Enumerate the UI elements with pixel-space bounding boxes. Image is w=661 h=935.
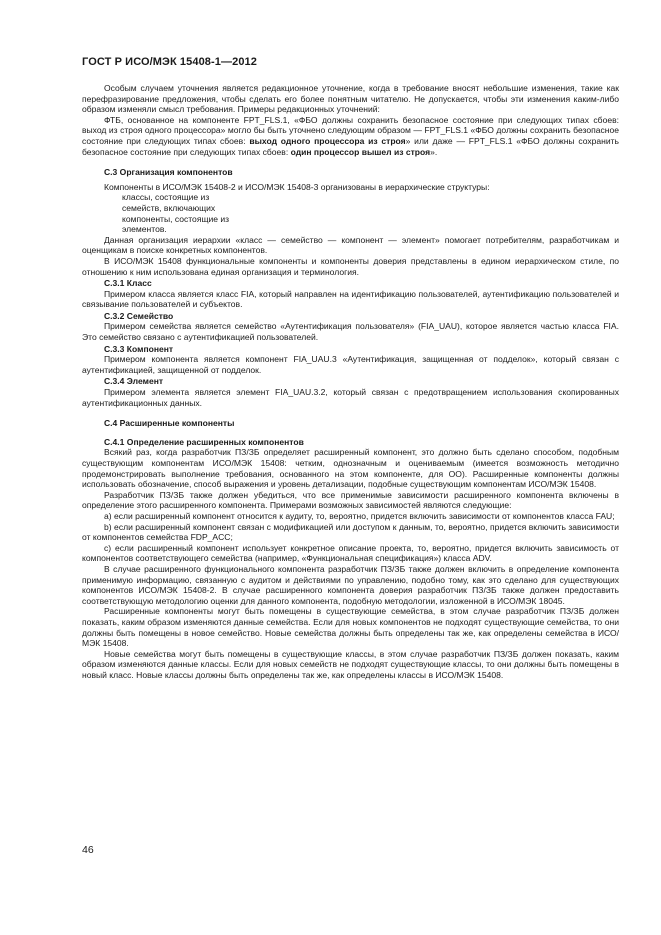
- paragraph-c41-5: Новые семейства могут быть помещены в существующие классы, в этом случае разработчик ПЗ/ЗБ должен показать, каким образом изменяются данные классы. Если для новых семейств не подходят существующие классы, то они должны быть помещены в новый класс. Новые классы должны быть определены так же, как определены классы в ИСО/МЭК 15408.: [82, 648, 619, 680]
- list-item: классы, состоящие из: [122, 192, 210, 203]
- subsection-heading-c32: С.3.2 Семейство: [104, 310, 174, 321]
- section-heading-c4: С.4 Расширенные компоненты: [104, 418, 235, 429]
- paragraph-c41-2: Разработчик ПЗ/ЗБ также должен убедиться, что все применимые зависимости расширенного компонента включены в определение этого расширенного компонента. Примерами возможных зависимостей являются следующие:: [82, 489, 619, 511]
- subsection-heading-c41: С.4.1 Определение расширенных компонентов: [104, 436, 304, 447]
- paragraph-c3-intro: Компоненты в ИСО/МЭК 15408-2 и ИСО/МЭК 15408-3 организованы в иерархические структуры:: [104, 181, 490, 192]
- paragraph-c32: Примером семейства является семейство «Аутентификация пользователя» (FIA_UAU), которое является частью класса FIA. Это семейство связано с аутентификацией пользователей.: [82, 321, 619, 343]
- list-item-a: а) если расширенный компонент относится к аудиту, то, вероятно, придется включить зависимости от компонентов класса FAU;: [104, 510, 615, 521]
- fpt-bold-2: один процессор вышел из строя: [290, 146, 431, 157]
- fpt-bold-1: выход одного процессора из строя: [249, 135, 406, 146]
- subsection-heading-c34: С.3.4 Элемент: [104, 376, 164, 387]
- paragraph-c41-3: В случае расширенного функционального компонента разработчик ПЗ/ЗБ также должен включить в определение компонента применимую информацию, связанную с аудитом и действиями по управлению, подобно тому, как это сделано для существующих компонентов ИСО/МЭК 15408-2. В случае расширенного компонента доверия разработчик ПЗ/ЗБ также должен предоставить соответствующую методологию оценки для данного компонента, подобную методологии, изложенной в ИСО/МЭК 18045.: [82, 563, 619, 606]
- list-item: компоненты, состоящие из: [122, 213, 230, 224]
- document-body: [82, 83, 619, 680]
- fpt-text-3: ».: [430, 146, 438, 157]
- paragraph-hierarchy: Данная организация иерархии «класс — семейство — компонент — элемент» помогает потребителям, разработчикам и оценщикам в поиске конкретных компонентов.: [82, 234, 619, 256]
- subsection-heading-c31: С.3.1 Класс: [104, 278, 152, 289]
- list-item-c: с) если расширенный компонент использует конкретное описание проекта, то, вероятно, придется включить зависимость от компонентов соответствующего семейства (например, «Функциональная спецификация») класса ADV.: [82, 542, 619, 564]
- fpt-text-1: ФТБ, основанное на компоненте FPT_FLS.1, «ФБО должны сохранить безопасное состояние при следующих типах сбоев: выход из строя одного процессора» могло бы быть уточнено следующим образом — FPT_FLS.1 «ФБО должны сохранить безопасное состояние при следующих типах сбоев:: [82, 114, 619, 146]
- fpt-text-2: » или даже — FPT_FLS.1 «ФБО должны сохранить безопасное состояние при следующих типах сбоев:: [82, 135, 619, 157]
- paragraph-c41-4: Расширенные компоненты могут быть помещены в существующие семейства, в этом случае разработчик ПЗ/ЗБ должен показать, каким образом изменяются данные семейства. Если для новых компонентов не подходят существующие семейства, то они должны быть помещены в новое семейство. Новые семейства должны быть определены так же, как определены семейства в ИСО/МЭК 15408.: [82, 606, 619, 649]
- paragraph-c33: Примером компонента является компонент FIA_UAU.3 «Аутентификация, защищенная от подделок», который связан с аутентификацией, защищенной от подделок.: [82, 354, 619, 375]
- page-number: 46: [82, 844, 94, 856]
- paragraph-editorial-refinement: Особым случаем уточнения является редакционное уточнение, когда в требование вносят небольшие изменения, такие как перефразирование предложения, чтобы сделать его более понятным читателю. Не допускается, чтобы эти изменения каким-либо образом изменяли смысл требования. Примеры редакционных уточнений:: [82, 83, 619, 115]
- paragraph-c31: Примером класса является класс FIA, который направлен на идентификацию пользователей, аутентификацию пользователей и связывание пользователей и субъектов.: [82, 288, 619, 310]
- list-item: семейств, включающих: [122, 202, 216, 213]
- paragraph-fpt-fls-example: [82, 115, 619, 157]
- paragraph-c34: Примером элемента является элемент FIA_UAU.3.2, который связан с предотвращением использования скопированных аутентификационных данных.: [82, 387, 619, 408]
- paragraph-iso-hierarchy: В ИСО/МЭК 15408 функциональные компоненты и компоненты доверия представлены в едином иерархическом стиле, по отношению к ним использована единая организация и терминология.: [82, 255, 619, 277]
- subsection-heading-c33: С.3.3 Компонент: [104, 343, 174, 354]
- document-header: ГОСТ Р ИСО/МЭК 15408-1—2012: [82, 56, 257, 68]
- section-heading-c3: С.3 Организация компонентов: [104, 167, 233, 178]
- list-item: элементов.: [122, 224, 167, 235]
- list-item-b: b) если расширенный компонент связан с модификацией или доступом к данным, то, вероятно, придется включить зависимости от компонентов семейства FDP_ACC;: [82, 521, 619, 543]
- paragraph-c41-1: Всякий раз, когда разработчик ПЗ/ЗБ определяет расширенный компонент, это должно быть сделано способом, подобным существующим компонентам ИСО/МЭК 15408: четким, однозначным и оцениваемым (имеется возможность методично продемонстрировать выполнение требования, основанного на этом компоненте, для ОО). Расширенные компоненты должны использовать обозначение, способ выражения и уровень детализации, подобные существующим компонентам ИСО/МЭК 15408.: [82, 447, 619, 490]
